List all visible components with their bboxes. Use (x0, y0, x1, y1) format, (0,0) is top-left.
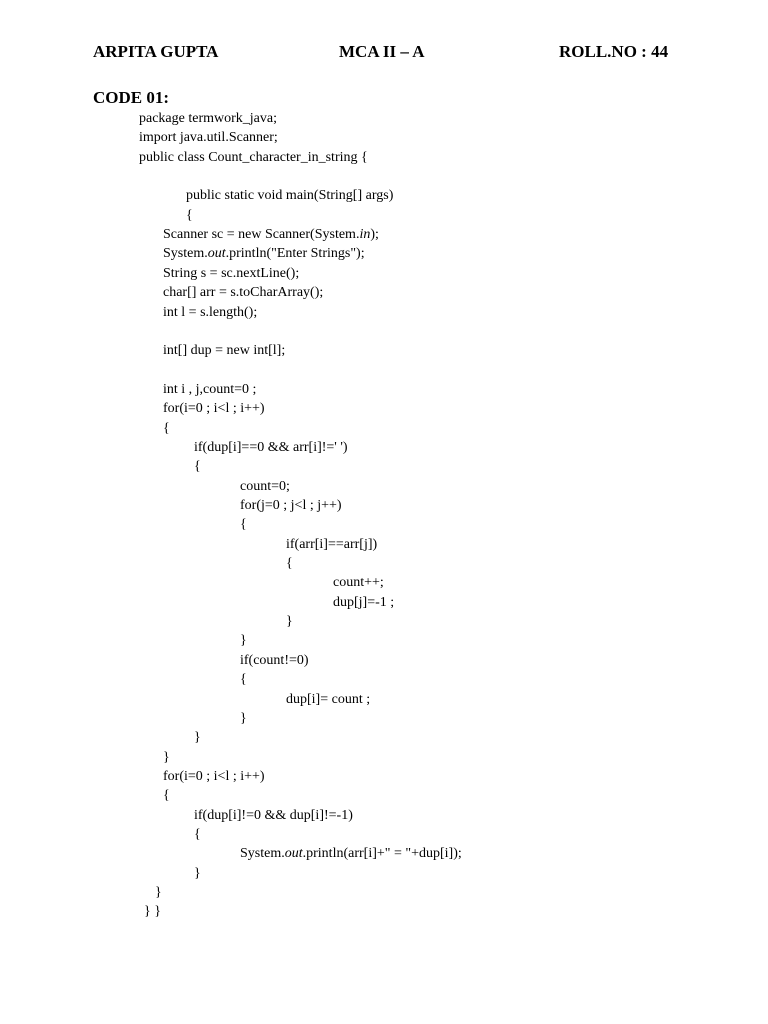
code-text: public static void main(String[] args) (186, 188, 394, 203)
code-line (163, 264, 299, 283)
code-text: public class Count_character_in_string { (139, 150, 368, 165)
code-text: dup[j]=-1 ; (333, 595, 395, 610)
code-text: .println(arr[i]+" = "+dup[i]); (302, 846, 462, 861)
code-line (240, 477, 290, 496)
code-text: { (194, 459, 201, 474)
code-text: } (194, 866, 201, 881)
code-text: ); (370, 227, 379, 242)
code-text: for(i=0 ; i<l ; i++) (163, 769, 265, 784)
code-line (240, 496, 342, 515)
code-text: { (240, 517, 247, 532)
code-line (240, 844, 462, 863)
code-line (163, 767, 265, 786)
code-line (240, 515, 247, 534)
code-text: for(i=0 ; i<l ; i++) (163, 401, 265, 416)
code-line (286, 612, 293, 631)
code-line (194, 457, 201, 476)
code-line (155, 883, 162, 902)
code-text: count=0; (240, 479, 290, 494)
code-line (163, 244, 365, 263)
code-text: import java.util.Scanner; (139, 130, 278, 145)
code-line (139, 148, 368, 167)
code-text: if(count!=0) (240, 653, 309, 668)
code-text: } (155, 885, 162, 900)
code-line (286, 554, 293, 573)
code-line (240, 709, 247, 728)
code-line (194, 806, 353, 825)
code-text: .println("Enter Strings"); (225, 246, 365, 261)
code-text: if(dup[i]==0 && arr[i]!=' ') (194, 440, 348, 455)
code-text: } (240, 711, 247, 726)
code-line (163, 225, 379, 244)
code-line (333, 593, 394, 612)
code-text: { (186, 208, 193, 223)
code-text: Scanner sc = new Scanner(System. (163, 227, 360, 242)
roll-number: ROLL.NO : 44 (559, 42, 669, 61)
code-italic-token: out (284, 846, 303, 861)
code-text: } (286, 614, 293, 629)
author-name: ARPITA GUPTA (93, 42, 219, 61)
code-line (163, 786, 170, 805)
code-line (286, 690, 370, 709)
code-line (139, 128, 278, 147)
code-italic-token: out (207, 246, 226, 261)
code-line (333, 573, 384, 592)
code-text: { (194, 827, 201, 842)
code-text: int l = s.length(); (163, 305, 258, 320)
code-line (163, 399, 265, 418)
code-line (194, 438, 348, 457)
code-line (163, 419, 170, 438)
code-text: count++; (333, 575, 384, 590)
code-text: } (194, 730, 201, 745)
code-text: int[] dup = new int[l]; (163, 343, 286, 358)
code-line (240, 651, 309, 670)
code-text: char[] arr = s.toCharArray(); (163, 285, 324, 300)
code-line (240, 631, 247, 650)
code-text: { (240, 672, 247, 687)
code-line (144, 902, 161, 921)
class-section: MCA II – A (339, 42, 425, 61)
code-line (194, 864, 201, 883)
code-italic-token: in (359, 227, 371, 242)
code-line (139, 109, 277, 128)
code-text: int i , j,count=0 ; (163, 382, 257, 397)
code-line (240, 670, 247, 689)
code-text: { (163, 788, 170, 803)
code-text: System. (163, 246, 208, 261)
code-section-title: CODE 01: (93, 88, 170, 107)
code-text: { (286, 556, 293, 571)
code-text: } (240, 633, 247, 648)
code-line (163, 283, 323, 302)
code-line (286, 535, 377, 554)
code-text: System. (240, 846, 285, 861)
code-line (163, 748, 170, 767)
code-text: package termwork_java; (139, 111, 277, 126)
code-line (163, 303, 257, 322)
code-line (163, 341, 285, 360)
code-text: } (163, 750, 170, 765)
code-text: } } (144, 904, 161, 919)
code-text: if(dup[i]!=0 && dup[i]!=-1) (194, 808, 353, 823)
code-text: String s = sc.nextLine(); (163, 266, 300, 281)
code-line (194, 825, 201, 844)
code-text: dup[i]= count ; (286, 692, 371, 707)
code-line (186, 206, 193, 225)
code-text: { (163, 421, 170, 436)
code-text: for(j=0 ; j<l ; j++) (240, 498, 342, 513)
code-line (194, 728, 201, 747)
code-line (163, 380, 256, 399)
code-text: if(arr[i]==arr[j]) (286, 537, 378, 552)
code-line (186, 186, 393, 205)
